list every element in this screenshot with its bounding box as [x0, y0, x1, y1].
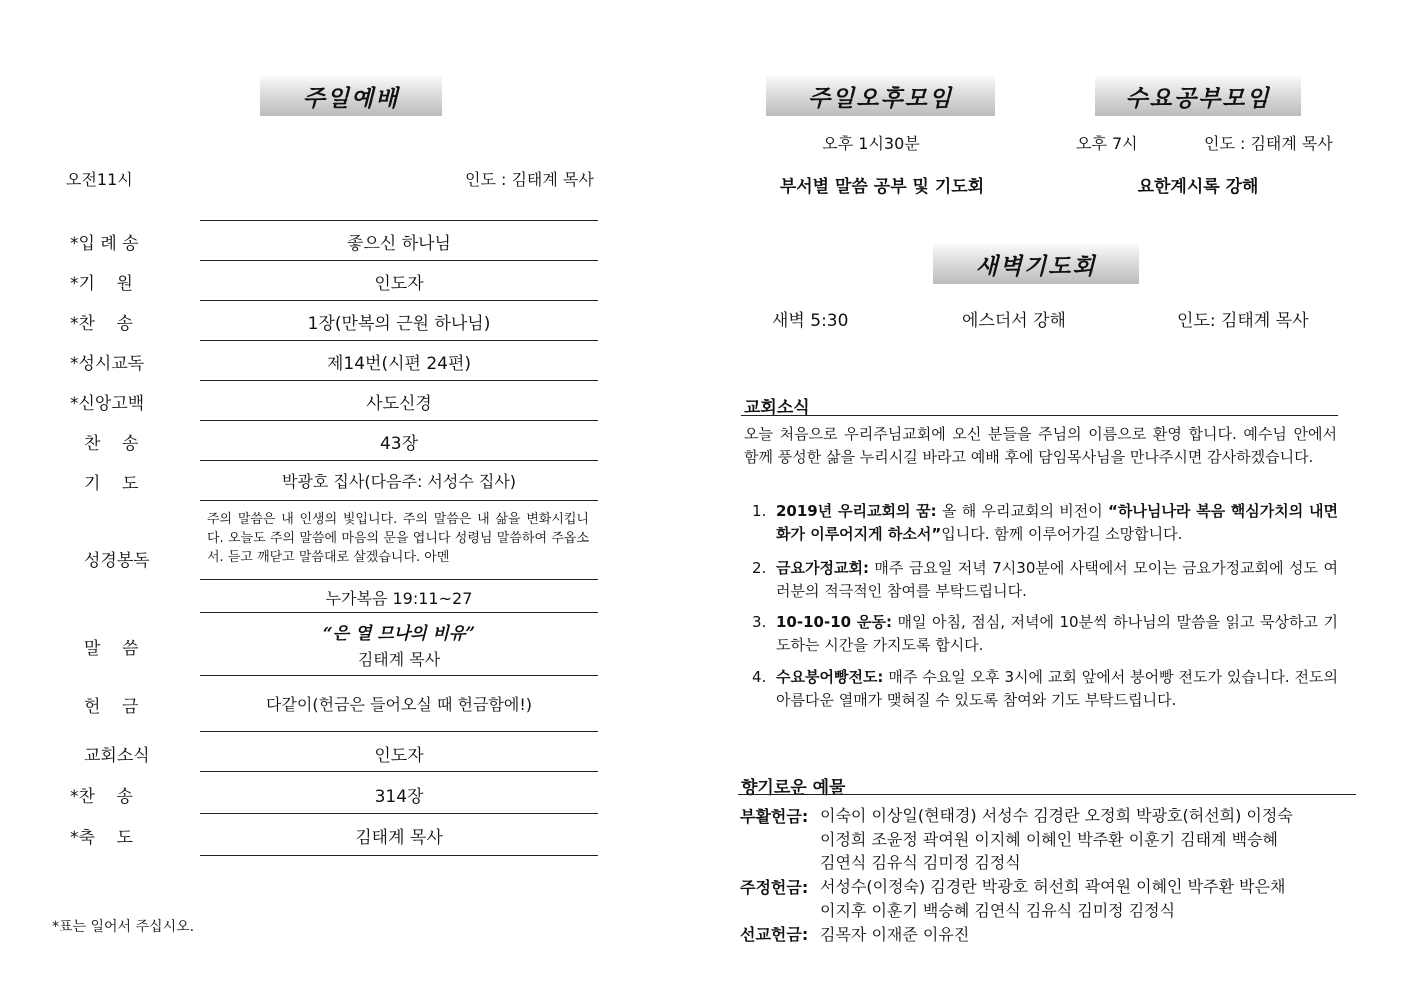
divider — [200, 420, 598, 421]
order-value: 1장(만복의 근원 하나님) — [307, 314, 491, 334]
divider — [200, 579, 598, 580]
divider — [200, 460, 598, 461]
news-intro: 오늘 처음으로 우리주님교회에 오신 분들을 주님의 이름으로 환영 합니다. 예수님 안에서 함께 풍성한 삶을 누리시길 바라고 예배 후에 담임목사님을 만나주시면 감사하겠습니다. — [744, 425, 1337, 466]
afternoon-time: 오후 1시30분 — [822, 134, 920, 153]
divider — [200, 340, 598, 341]
order-value: 김태계 목사 — [355, 828, 443, 848]
divider — [200, 500, 598, 501]
order-value: 제14번(시편 24편) — [326, 354, 472, 374]
news-item-number: 3. — [752, 613, 767, 631]
wednesday-study-banner: 수요공부모임 — [1095, 76, 1301, 116]
sermon-preacher: 김태계 목사 — [357, 650, 441, 669]
standing-footnote: *표는 일어서 주십시오. — [52, 919, 195, 935]
divider — [200, 855, 598, 856]
news-item: 수요붕어빵전도: 매주 수요일 오후 3시에 교회 앞에서 붕어빵 전도가 있습니다. 전도의 아름다운 열매가 맺혀질 수 있도록 참여와 기도 부탁드립니다. — [776, 668, 1338, 709]
offerings-title: 향기로운 예물 — [741, 778, 846, 798]
sunday-worship-banner: 주일예배 — [260, 76, 442, 116]
worship-time: 오전11시 — [66, 170, 133, 189]
offering-group-label: 부활헌금: — [740, 807, 809, 826]
news-item-heading: 금요가정교회: — [776, 559, 869, 577]
offering-group-label: 선교헌금: — [740, 925, 809, 944]
order-value: 사도신경 — [366, 394, 432, 414]
order-label: *성시교독 — [70, 354, 145, 374]
dawn-desc: 에스더서 강해 — [962, 311, 1066, 331]
sermon-label: 말 씀 — [84, 639, 139, 659]
sermon-title: “은 열 므나의 비유” — [322, 624, 476, 644]
order-label: *찬 송 — [70, 314, 133, 334]
dawn-time: 새벽 5:30 — [772, 311, 849, 331]
order-value: 인도자 — [374, 274, 424, 294]
order-value: 43장 — [379, 434, 419, 454]
offering-group-names: 김목자 이재준 이유진 — [820, 925, 970, 944]
afternoon-desc: 부서별 말씀 공부 및 기도회 — [779, 177, 985, 197]
order-value: 인도자 — [374, 746, 424, 766]
news-item-heading: 10-10-10 운동: — [776, 613, 893, 631]
offerings-divider — [738, 794, 1356, 795]
divider — [200, 220, 598, 221]
divider — [200, 813, 598, 814]
order-label: *입 례 송 — [70, 234, 139, 254]
news-item: 10-10-10 운동: 매일 아침, 점심, 저녁에 10분씩 하나님의 말씀을 읽고 묵상하고 기도하는 시간을 가지도록 합시다. — [776, 613, 1338, 654]
divider — [200, 380, 598, 381]
scripture-prayer: 주의 말씀은 내 인생의 빛입니다. 주의 말씀은 내 삶을 변화시킵니다. 오늘도 주의 말씀에 마음의 문을 엽니다 성령님 말씀하여 주옵소서. 듣고 깨닫고 말씀대로 살겠습니다. 아멘 — [207, 512, 589, 565]
divider — [200, 300, 598, 301]
news-item-number: 1. — [752, 502, 767, 520]
offering-label: 헌 금 — [84, 697, 139, 717]
news-divider — [741, 415, 1338, 416]
afternoon-meeting-banner: 주일오후모임 — [766, 76, 995, 116]
divider — [200, 771, 598, 772]
news-item-number: 2. — [752, 559, 767, 577]
offering-group-names: 서성수(이정숙) 김경란 박광호 허선희 곽여원 이혜인 박주환 박은채 이지후 이훈기 백승혜 김연식 김유식 김미정 김정식 — [820, 877, 1286, 920]
scripture-label: 성경봉독 — [84, 551, 150, 571]
wednesday-time: 오후 7시 — [1076, 134, 1138, 153]
order-label: *찬 송 — [70, 787, 133, 807]
divider — [200, 731, 598, 732]
news-item-heading: 수요붕어빵전도: — [776, 668, 884, 686]
offering-value: 다같이(헌금은 들어오실 때 헌금함에!) — [266, 695, 532, 714]
wednesday-desc: 요한계시록 강해 — [1137, 177, 1259, 197]
order-label: 찬 송 — [84, 434, 139, 454]
dawn-prayer-banner: 새벽기도회 — [933, 244, 1139, 284]
scripture-reference: 누가복음 19:11~27 — [325, 589, 473, 608]
divider — [200, 260, 598, 261]
divider — [200, 612, 598, 613]
dawn-leader: 인도: 김태계 목사 — [1177, 311, 1309, 331]
order-value: 박광호 집사(다음주: 서성수 집사) — [281, 472, 517, 491]
order-label: *기 원 — [70, 274, 133, 294]
order-label: *신앙고백 — [70, 394, 145, 414]
order-value: 좋으신 하나님 — [347, 234, 451, 254]
news-title: 교회소식 — [744, 398, 810, 418]
offering-group-label: 주정헌금: — [740, 878, 809, 897]
order-label: 기 도 — [84, 474, 139, 494]
order-label: *축 도 — [70, 828, 133, 848]
worship-leader: 인도 : 김태계 목사 — [465, 170, 594, 189]
news-item: 금요가정교회: 매주 금요일 저녁 7시30분에 사택에서 모이는 금요가정교회에 성도 여러분의 적극적인 참여를 부탁드립니다. — [776, 559, 1338, 600]
news-item: 2019년 우리교회의 꿈: 올 해 우리교회의 비전이 “하나님나라 복음 핵심가치의 내면화가 이루어지게 하소서”입니다. 함께 이루어가길 소망합니다. — [776, 502, 1338, 543]
news-item-heading: 2019년 우리교회의 꿈: — [776, 502, 937, 520]
order-label: 교회소식 — [84, 746, 150, 766]
divider — [200, 675, 598, 676]
wednesday-leader: 인도 : 김태계 목사 — [1204, 134, 1333, 153]
offering-group-names: 이숙이 이상일(현태경) 서성수 김경란 오정희 박광호(허선희) 이정숙 이정희 조윤정 곽여원 이지혜 이혜인 박주환 이훈기 김태계 백승혜 김연식 김유식 김미정 김정식 — [820, 806, 1293, 872]
news-item-number: 4. — [752, 668, 767, 686]
order-value: 314장 — [374, 787, 424, 807]
